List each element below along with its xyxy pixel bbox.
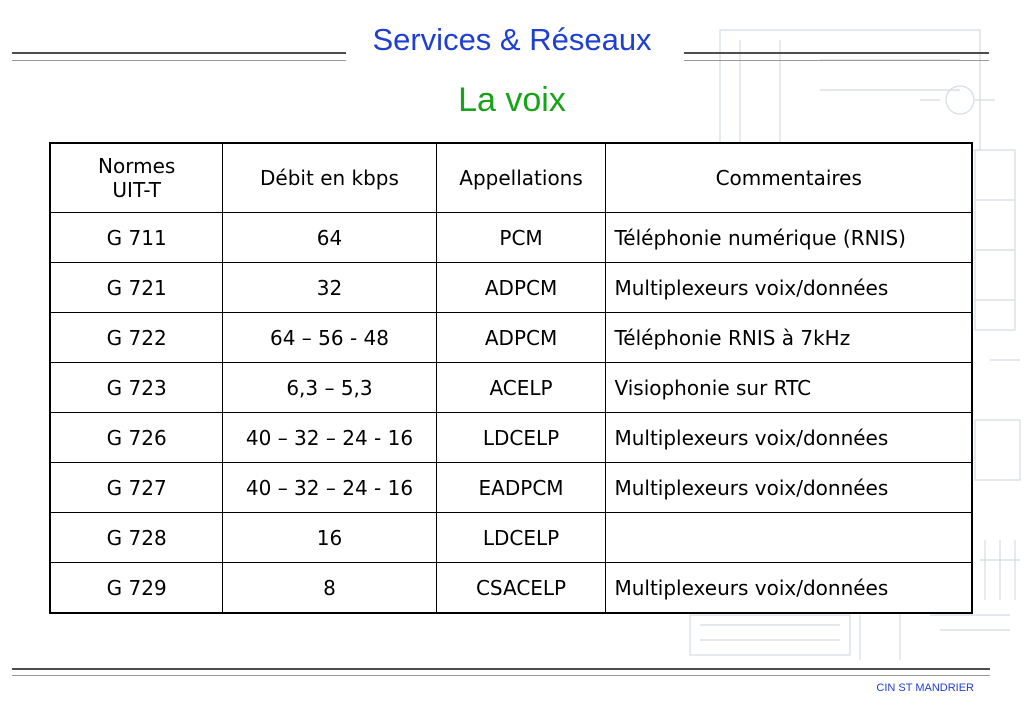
- cell-debit: 8: [223, 563, 436, 614]
- table-row: [50, 413, 972, 463]
- page-title: Services & Réseaux: [372, 22, 652, 57]
- table-row: [50, 563, 972, 614]
- column-header-appellations: Appellations: [436, 143, 606, 213]
- cell-norme: G 727: [50, 463, 223, 513]
- table-row: [50, 213, 972, 263]
- cell-appellation: ADPCM: [436, 263, 606, 313]
- table-row: [50, 363, 972, 413]
- column-header-normes: Normes UIT-T: [50, 143, 223, 213]
- table-row: [50, 313, 972, 363]
- cell-norme: G 726: [50, 413, 223, 463]
- cell-commentaire: [606, 513, 972, 563]
- table-header-row: [50, 143, 972, 213]
- codec-table: [49, 142, 973, 614]
- cell-norme: G 722: [50, 313, 223, 363]
- cell-debit: 40 – 32 – 24 - 16: [223, 413, 436, 463]
- cell-debit: 6,3 – 5,3: [223, 363, 436, 413]
- cell-commentaire: Téléphonie RNIS à 7kHz: [606, 313, 972, 363]
- table-row: [50, 513, 972, 563]
- cell-commentaire: Téléphonie numérique (RNIS): [606, 213, 972, 263]
- cell-appellation: ACELP: [436, 363, 606, 413]
- cell-appellation: EADPCM: [436, 463, 606, 513]
- cell-debit: 64 – 56 - 48: [223, 313, 436, 363]
- cell-norme: G 711: [50, 213, 223, 263]
- cell-norme: G 728: [50, 513, 223, 563]
- table-row: [50, 463, 972, 513]
- cell-norme: G 729: [50, 563, 223, 614]
- column-header-commentaires: Commentaires: [606, 143, 972, 213]
- cell-commentaire: Visiophonie sur RTC: [606, 363, 972, 413]
- cell-norme: G 723: [50, 363, 223, 413]
- cell-appellation: LDCELP: [436, 513, 606, 563]
- cell-appellation: LDCELP: [436, 413, 606, 463]
- cell-debit: 16: [223, 513, 436, 563]
- table-row: [50, 263, 972, 313]
- footer-label: CIN ST MANDRIER: [876, 682, 974, 694]
- cell-debit: 40 – 32 – 24 - 16: [223, 463, 436, 513]
- header-rule-right: [684, 52, 989, 61]
- cell-debit: 32: [223, 263, 436, 313]
- cell-commentaire: Multiplexeurs voix/données: [606, 563, 972, 614]
- footer-rule: [12, 668, 990, 676]
- cell-appellation: PCM: [436, 213, 606, 263]
- cell-commentaire: Multiplexeurs voix/données: [606, 413, 972, 463]
- column-header-debit: Débit en kbps: [223, 143, 436, 213]
- cell-commentaire: Multiplexeurs voix/données: [606, 463, 972, 513]
- slide-subtitle: La voix: [458, 81, 566, 119]
- cell-appellation: ADPCM: [436, 313, 606, 363]
- cell-appellation: CSACELP: [436, 563, 606, 614]
- cell-norme: G 721: [50, 263, 223, 313]
- cell-debit: 64: [223, 213, 436, 263]
- cell-commentaire: Multiplexeurs voix/données: [606, 263, 972, 313]
